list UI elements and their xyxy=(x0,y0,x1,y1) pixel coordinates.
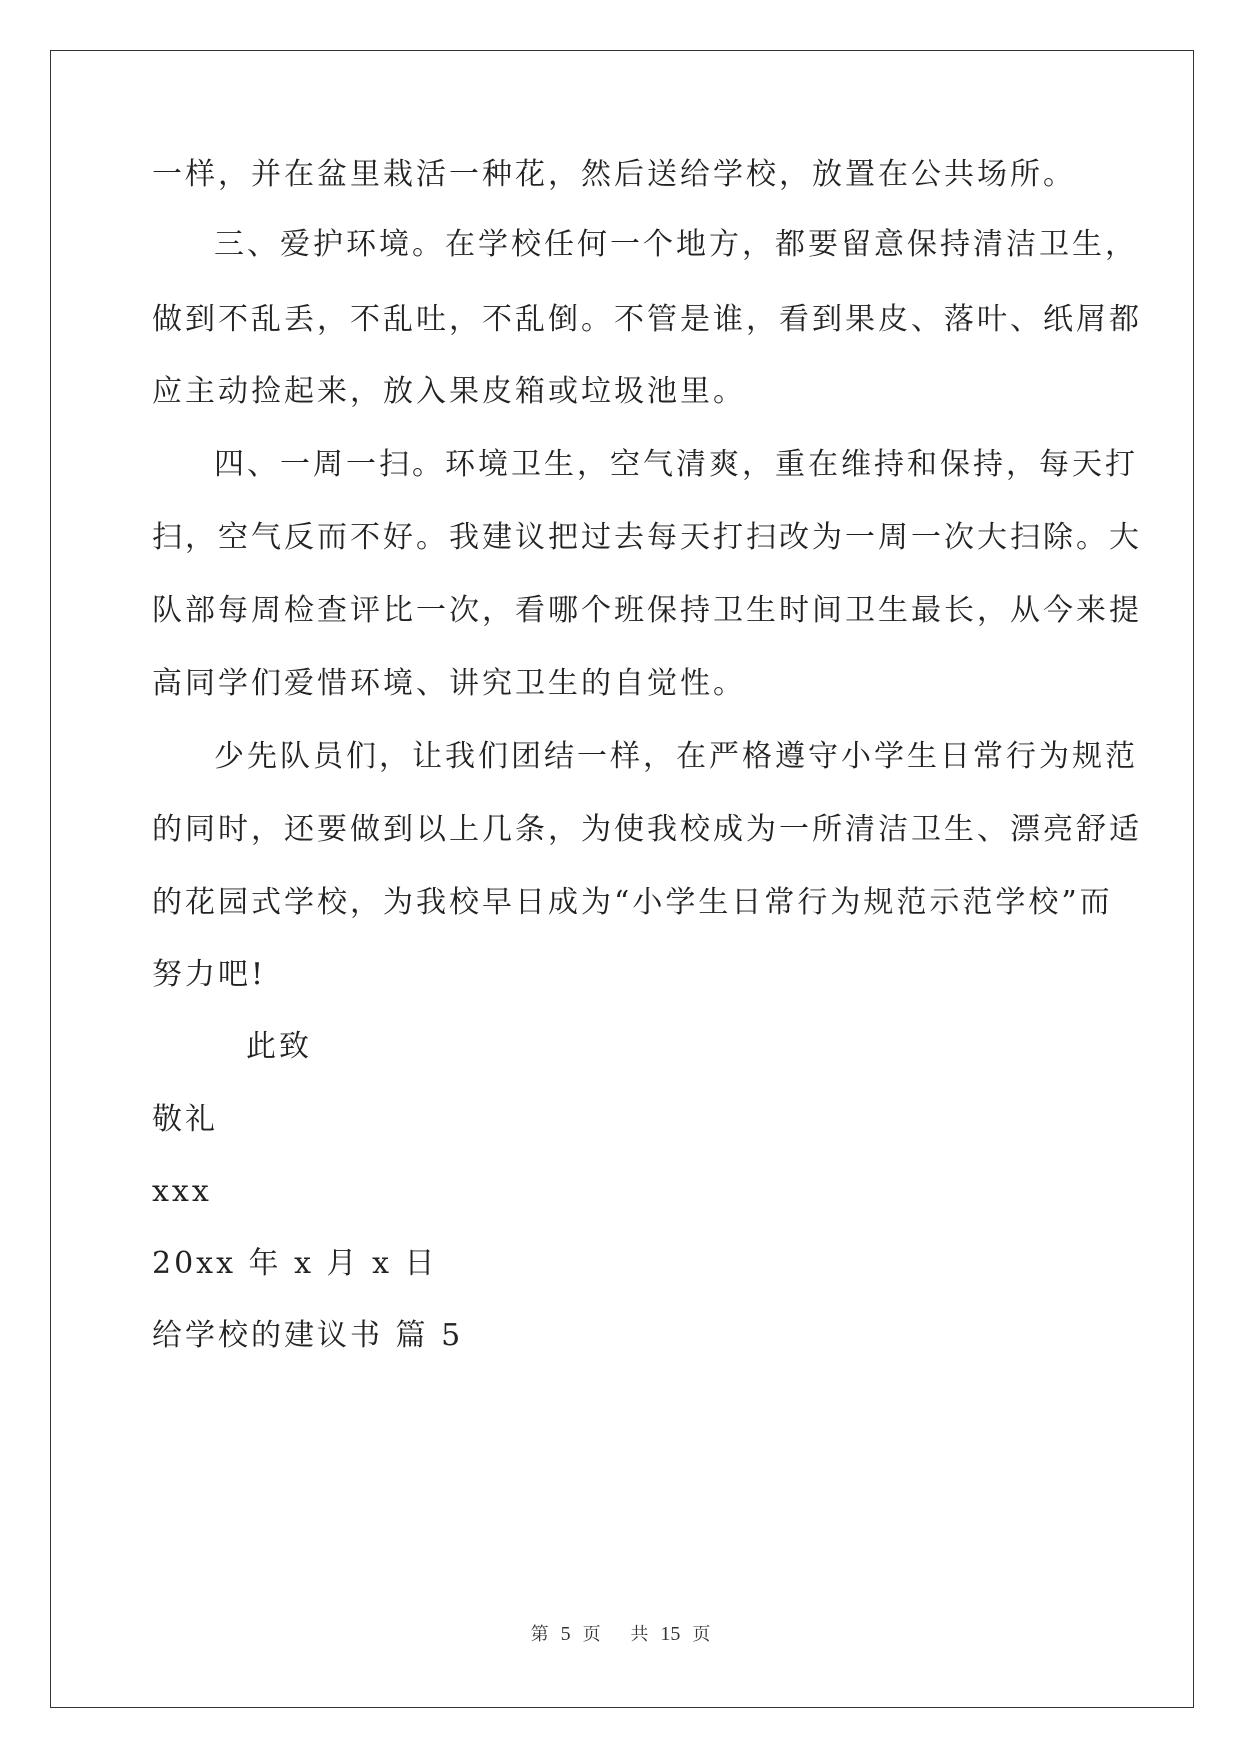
closing-regards: 敬礼 xyxy=(152,1102,218,1137)
section-heading: 给学校的建议书 篇 5 xyxy=(152,1318,464,1353)
paragraph-line: 高同学们爱惜环境、讲究卫生的自觉性。 xyxy=(152,666,746,701)
paragraph-line: 一样，并在盆里栽活一种花，然后送给学校，放置在公共场所。 xyxy=(152,157,1076,192)
page-border xyxy=(50,50,1194,1708)
paragraph-line: 做到不乱丢，不乱吐，不乱倒。不管是谁，看到果皮、落叶、纸屑都 xyxy=(152,302,1142,337)
paragraph-line: 三、爱护环境。在学校任何一个地方，都要留意保持清洁卫生， xyxy=(214,227,1138,262)
paragraph-line: 努力吧! xyxy=(152,957,267,992)
paragraph-line: 少先队员们，让我们团结一样，在严格遵守小学生日常行为规范 xyxy=(214,739,1138,774)
paragraph-line: 四、一周一扫。环境卫生，空气清爽，重在维持和保持，每天打 xyxy=(214,447,1138,482)
page-total: 共 15 页 xyxy=(630,1623,711,1645)
paragraph-line: 的同时，还要做到以上几条，为使我校成为一所清洁卫生、漂亮舒适 xyxy=(152,812,1142,847)
closing-salutation: 此致 xyxy=(246,1029,312,1064)
page-footer xyxy=(0,1620,1241,1646)
paragraph-line: 扫，空气反而不好。我建议把过去每天打扫改为一周一次大扫除。大 xyxy=(152,520,1142,555)
page-number: 第 5 页 xyxy=(530,1623,601,1645)
signature-date: 20xx 年 x 月 x 日 xyxy=(152,1246,438,1281)
paragraph-line: 应主动捡起来，放入果皮箱或垃圾池里。 xyxy=(152,374,746,409)
paragraph-line: 的花园式学校，为我校早日成为“小学生日常行为规范示范学校”而 xyxy=(152,885,1113,920)
signature-name: xxx xyxy=(152,1174,212,1209)
paragraph-line: 队部每周检查评比一次，看哪个班保持卫生时间卫生最长，从今来提 xyxy=(152,593,1142,628)
